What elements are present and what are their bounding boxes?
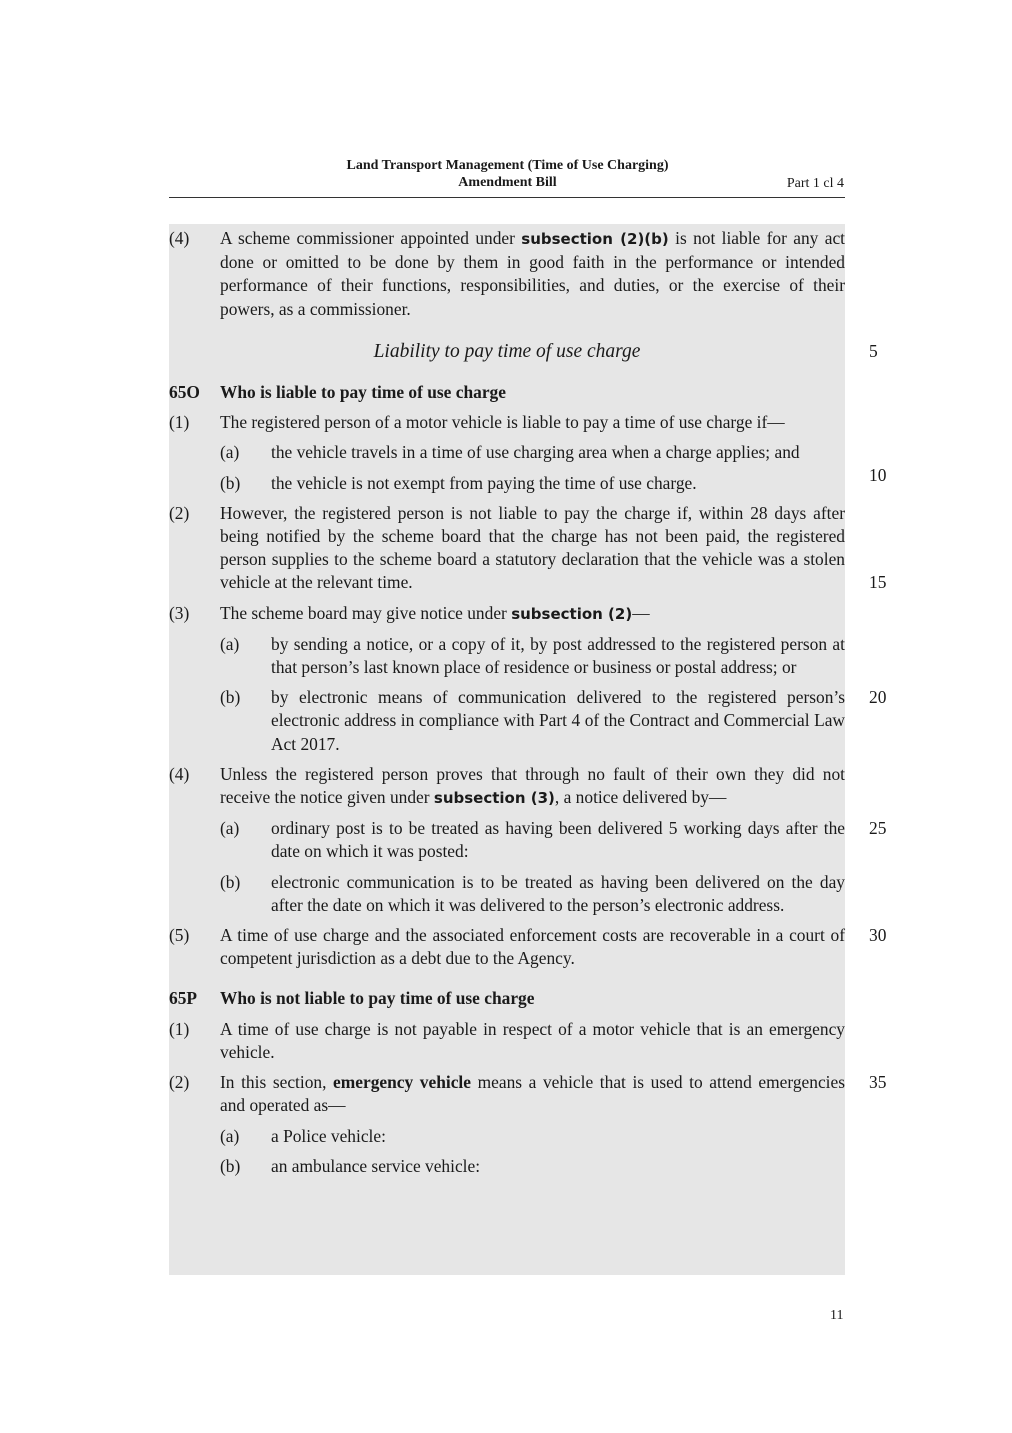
page-number: 11 — [830, 1308, 844, 1323]
section-65P-subsection-1 — [169, 1018, 845, 1064]
paragraph-b — [169, 1155, 845, 1178]
section-65O-heading — [169, 381, 845, 404]
text-part: A scheme commissioner appointed under — [220, 228, 522, 248]
paragraph-text: the vehicle is not exempt from paying the time of use charge. — [271, 472, 697, 493]
section-number: 65P — [169, 988, 198, 1009]
text-part: The scheme board may give notice under — [220, 602, 512, 623]
paragraph-a — [169, 633, 845, 679]
subsection-text — [220, 602, 845, 626]
section-65O-subsection-3 — [169, 602, 845, 626]
section-65O-subsection-2 — [169, 502, 887, 595]
paragraph-b — [169, 871, 845, 917]
bill-text — [169, 227, 887, 1178]
cross-reference: subsection (2) — [511, 604, 633, 623]
paragraph-number: (a) — [220, 1125, 240, 1146]
section-65O-subsection-4 — [169, 763, 845, 810]
subsection-text: The registered person of a motor vehicle is liable to pay a time of use charge if— — [220, 412, 785, 433]
paragraph-text: by sending a notice, or a copy of it, by post addressed to the registered person at that person’s last known place of residence or business or postal address; or — [271, 633, 845, 678]
text-part: Unless the registered person proves that through no fault of their own they did not receive the notice given under — [220, 763, 845, 808]
section-65P-heading — [169, 987, 845, 1010]
text-part: means a vehicle that is used to attend emergencies and operated as— — [220, 1072, 845, 1116]
cross-heading — [169, 340, 878, 363]
cross-reference: subsection (3) — [433, 789, 555, 808]
text-part: , a notice delivered by— — [554, 787, 727, 808]
subsection-number: (3) — [169, 602, 190, 623]
text-part: In this section, — [220, 1072, 334, 1093]
header-title-line1: Land Transport Management (Time of Use Charging) — [346, 158, 669, 173]
paragraph-text: electronic communication is to be treated as having been delivered on the day after the date on which it was delivered to the person’s electronic address. — [271, 871, 845, 915]
section-65P-subsection-2 — [169, 1071, 887, 1117]
header-title-line2: Amendment Bill — [458, 175, 557, 190]
paragraph-text: ordinary post is to be treated as having been delivered 5 working days after the date on which it was posted: — [271, 818, 845, 862]
paragraph-number: (b) — [220, 871, 241, 892]
line-number: 10 — [869, 465, 887, 486]
subsection-text: However, the registered person is not liable to pay the charge if, within 28 days after being notified by the scheme board that the charge has not been paid, the registered person supplies to the scheme board a statutory declaration that the vehicle was a stolen vehicle at the relevant time. — [220, 502, 845, 593]
subsection-text — [220, 1071, 845, 1117]
subsection-number: (4) — [169, 763, 190, 784]
line-number: 25 — [869, 818, 887, 839]
paragraph-b — [169, 686, 887, 756]
paragraph-a — [169, 817, 887, 863]
subsection-number: (2) — [169, 1072, 190, 1093]
subsection-number: (5) — [169, 925, 190, 946]
text-part: — — [632, 602, 650, 623]
paragraph-number: (b) — [220, 1155, 241, 1176]
subsection-4-commissioner — [169, 227, 845, 321]
section-title: Who is liable to pay time of use charge — [220, 382, 506, 403]
running-header-title — [290, 157, 725, 191]
paragraph-text: the vehicle travels in a time of use charging area when a charge applies; and — [271, 442, 800, 463]
section-number: 65O — [169, 382, 200, 403]
subsection-number: (1) — [169, 1018, 190, 1039]
header-part-reference: Part 1 cl 4 — [786, 176, 844, 191]
cross-heading-text: Liability to pay time of use charge — [373, 340, 641, 362]
section-title: Who is not liable to pay time of use charge — [220, 988, 535, 1009]
subsection-number: (2) — [169, 502, 190, 523]
line-number: 5 — [869, 340, 878, 361]
section-65O-subsection-5 — [169, 924, 887, 970]
paragraph-number: (b) — [220, 687, 241, 708]
subsection-text: A time of use charge is not payable in respect of a motor vehicle that is an emergency vehicle. — [220, 1018, 845, 1062]
subsection-text — [220, 227, 845, 321]
subsection-text: A time of use charge and the associated enforcement costs are recoverable in a court of competent jurisdiction as a debt due to the Agency. — [220, 925, 845, 969]
paragraph-number: (a) — [220, 818, 240, 839]
paragraph-number: (b) — [220, 472, 241, 493]
line-number: 30 — [869, 925, 887, 946]
line-number: 15 — [869, 572, 887, 593]
header-rule — [169, 197, 845, 198]
line-number: 35 — [869, 1072, 887, 1093]
paragraph-text: an ambulance service vehicle: — [271, 1155, 481, 1176]
defined-term: emergency vehicle — [333, 1072, 471, 1093]
paragraph-text: by electronic means of communication delivered to the registered person’s electronic address in compliance with Part 4 of the Contract and Commercial Law Act 2017. — [271, 687, 845, 754]
subsection-number: (1) — [169, 412, 190, 433]
subsection-number: (4) — [169, 228, 190, 248]
text-part: is not liable for any act done or omitted to be done by them in good faith in the performance or intended performance of their functions, responsibilities, and duties, or the exercise of their powers, as a commissioner. — [220, 228, 845, 319]
section-65O-subsection-1 — [169, 411, 845, 434]
paragraph-number: (a) — [220, 442, 240, 463]
paragraph-number: (a) — [220, 633, 240, 654]
subsection-text — [220, 763, 845, 810]
paragraph-b — [169, 472, 845, 495]
paragraph-a — [169, 1125, 845, 1148]
paragraph-text: a Police vehicle: — [271, 1125, 386, 1146]
cross-reference: subsection (2)(b) — [521, 230, 669, 248]
line-number: 20 — [869, 687, 887, 708]
